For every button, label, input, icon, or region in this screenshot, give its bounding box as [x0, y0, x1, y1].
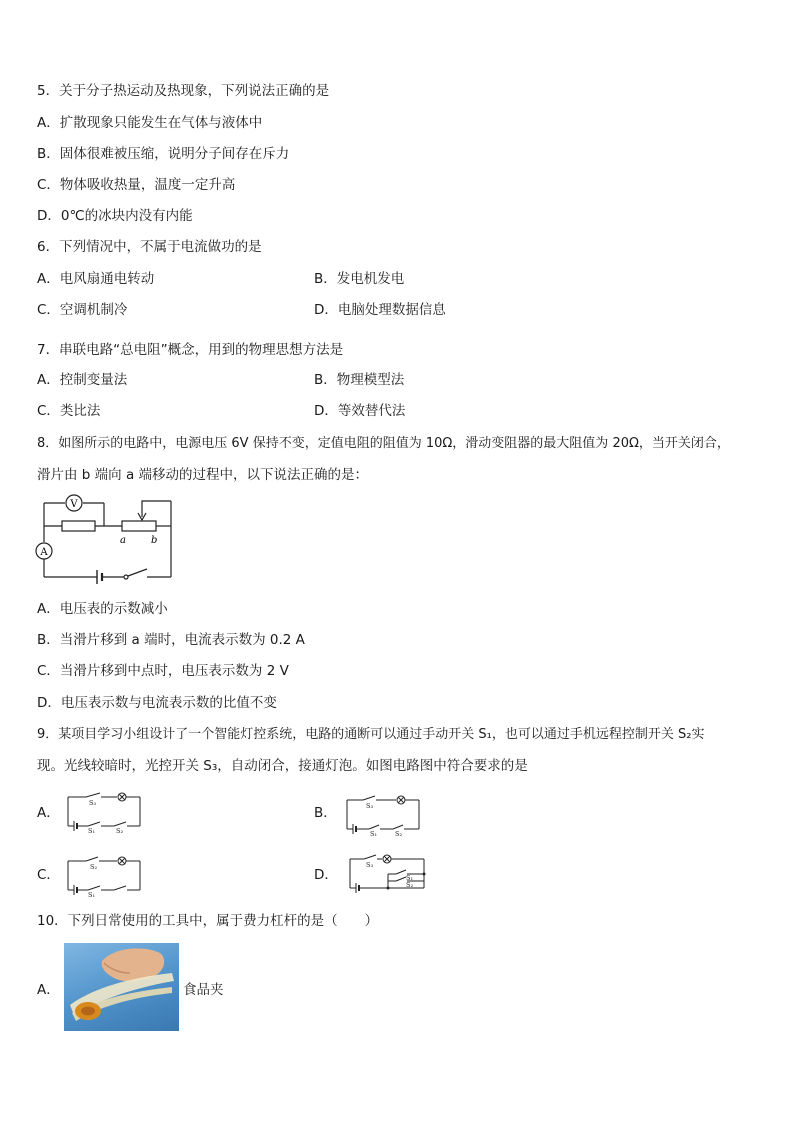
- q7-option-b[interactable]: B．物理模型法: [314, 372, 405, 388]
- label-s3: S₃: [89, 799, 97, 807]
- slider-end-b-label: b: [151, 535, 158, 546]
- q6-option-a[interactable]: A．电风扇通电转动: [37, 271, 155, 287]
- q9-circuit-c[interactable]: [66, 856, 142, 898]
- slider-end-a-label: a: [120, 535, 126, 546]
- q8-option-b[interactable]: B．当滑片移到 a 端时，电流表示数为 0.2 A: [37, 632, 305, 648]
- q6-option-c[interactable]: C．空调机制冷: [37, 302, 128, 318]
- q8-option-c[interactable]: C．当滑片移到中点时，电压表示数为 2 V: [37, 663, 289, 679]
- q9-option-c[interactable]: C．: [37, 867, 60, 883]
- label-s3: S₃: [366, 861, 374, 869]
- q10-stem: 10．下列日常使用的工具中，属于费力杠杆的是（ ）: [37, 913, 379, 929]
- label-s2: S₂: [406, 881, 414, 889]
- label-s2: S₂: [116, 827, 124, 835]
- label-s1: S₁: [370, 830, 378, 838]
- q9-stem-line2: 现。光线较暗时，光控开关 S₃，自动闭合，接通灯泡。如图电路图中符合要求的是: [37, 758, 528, 774]
- label-s2: S₂: [395, 830, 403, 838]
- q5-option-a[interactable]: A．扩散现象只能发生在气体与液体中: [37, 115, 263, 131]
- label-s3: S₃: [366, 802, 374, 810]
- q9-option-b[interactable]: B．: [314, 805, 337, 821]
- q8-stem-line1: 8．如图所示的电路中，电源电压 6V 保持不变，定值电阻的阻值为 10Ω，滑动变阻器的最大阻值为 20Ω，当开关闭合，: [37, 436, 730, 451]
- q9-circuit-b[interactable]: [345, 795, 421, 837]
- q10-option-a-caption: 食品夹: [183, 982, 224, 998]
- q9-option-d[interactable]: D．: [314, 867, 338, 883]
- q8-option-d[interactable]: D．电压表示数与电流表示数的比值不变: [37, 695, 277, 711]
- q10-option-a[interactable]: A．: [37, 982, 60, 998]
- q8-option-a[interactable]: A．电压表的示数减小: [37, 601, 168, 617]
- q5-option-c[interactable]: C．物体吸收热量，温度一定升高: [37, 177, 236, 193]
- q5-option-b[interactable]: B．固体很难被压缩，说明分子间存在斥力: [37, 146, 290, 162]
- q5-stem: 5．关于分子热运动及热现象，下列说法正确的是: [37, 83, 330, 99]
- q8-circuit-diagram: [34, 493, 174, 583]
- q7-option-a[interactable]: A．控制变量法: [37, 372, 128, 388]
- label-s1: S₁: [88, 827, 96, 835]
- q9-option-a[interactable]: A．: [37, 805, 60, 821]
- q9-stem-line1: 9．某项目学习小组设计了一个智能灯控系统，电路的通断可以通过手动开关 S₁，也可以通过手机远程控制开关 S₂实: [37, 727, 705, 742]
- q5-option-d[interactable]: D．0℃的冰块内没有内能: [37, 208, 193, 224]
- food-tongs-photo: [64, 943, 179, 1031]
- q6-option-b[interactable]: B．发电机发电: [314, 271, 405, 287]
- slide-rheostat: [122, 521, 156, 531]
- q6-option-d[interactable]: D．电脑处理数据信息: [314, 302, 446, 318]
- q6-stem: 6．下列情况中，不属于电流做功的是: [37, 239, 262, 255]
- q7-option-c[interactable]: C．类比法: [37, 403, 101, 419]
- label-s1: S₁: [406, 874, 414, 882]
- q7-option-d[interactable]: D．等效替代法: [314, 403, 406, 419]
- voltmeter-label: V: [70, 499, 78, 510]
- fixed-resistor: [62, 521, 95, 531]
- label-s1: S₁: [88, 891, 96, 899]
- q9-circuit-a[interactable]: [66, 792, 142, 834]
- q7-stem: 7．串联电路“总电阻”概念，用到的物理思想方法是: [37, 342, 344, 358]
- q9-circuit-d[interactable]: [348, 854, 428, 898]
- ammeter-label: A: [40, 547, 48, 558]
- switch-icon: [128, 569, 147, 576]
- q8-stem-line2: 滑片由 b 端向 a 端移动的过程中，以下说法正确的是：: [37, 467, 369, 483]
- label-s2: S₂: [90, 863, 98, 871]
